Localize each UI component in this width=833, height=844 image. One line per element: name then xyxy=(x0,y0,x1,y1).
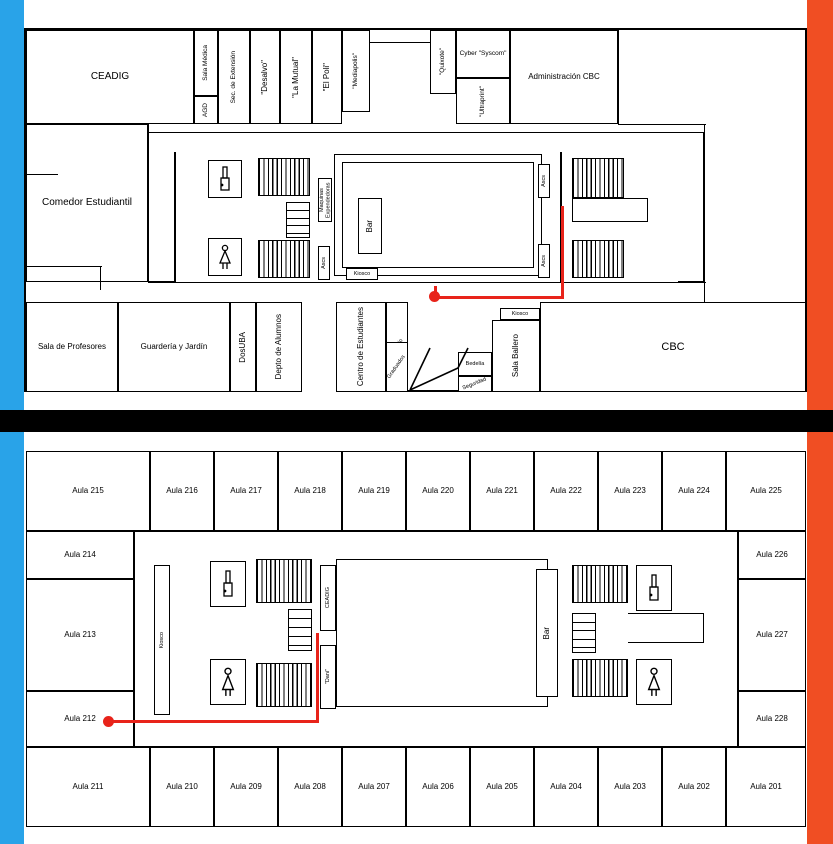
room-depto-alumnos[interactable]: Depto de Alumnos xyxy=(256,302,302,392)
route-marker-g xyxy=(429,291,440,302)
wall-seg-4 xyxy=(148,124,149,134)
room-la-mutual[interactable]: "La Mutual" xyxy=(280,30,312,124)
room-aula-220[interactable]: Aula 220 xyxy=(406,451,470,531)
room-aula-218[interactable]: Aula 218 xyxy=(278,451,342,531)
kiosco-bottom-g[interactable]: Kiosco xyxy=(500,308,540,320)
room-aula-215[interactable]: Aula 215 xyxy=(26,451,150,531)
room-aula-222[interactable]: Aula 222 xyxy=(534,451,598,531)
room-graduados[interactable]: Graduados xyxy=(386,342,408,392)
restroom-men-icon-g xyxy=(208,160,242,198)
room-guarderia-jardin[interactable]: Guardería y Jardín xyxy=(118,302,230,392)
bar-f2[interactable]: Bar xyxy=(536,569,558,697)
entrance-lines xyxy=(384,390,504,420)
room-aula-221[interactable]: Aula 221 xyxy=(470,451,534,531)
classroom-block-g2 xyxy=(258,240,310,278)
room-aula-210[interactable]: Aula 210 xyxy=(150,747,214,827)
classroom-block-f2-1 xyxy=(256,559,312,603)
classroom-block-f2-2 xyxy=(256,663,312,707)
room-aula-202[interactable]: Aula 202 xyxy=(662,747,726,827)
room-aula-209[interactable]: Aula 209 xyxy=(214,747,278,827)
restroom-women-icon-f2b xyxy=(636,659,672,705)
room-sala-medica[interactable]: Sala Médica xyxy=(194,30,218,96)
room-administracion-cbc[interactable]: Administración CBC xyxy=(510,30,618,124)
edge-accent-blue-bottom xyxy=(0,432,24,844)
hall-right-g xyxy=(572,198,648,222)
room-mediapolis[interactable]: "Mediapolis" xyxy=(342,30,370,112)
room-sala-profesores[interactable]: Sala de Profesores xyxy=(26,302,118,392)
wall-seg-8 xyxy=(148,282,706,283)
room-aula-211[interactable]: Aula 211 xyxy=(26,747,150,827)
room-centro-estudiantes[interactable]: Centro de Estudiantes xyxy=(336,302,386,392)
restroom-men-icon-f2b xyxy=(636,565,672,611)
room-aula-204[interactable]: Aula 204 xyxy=(534,747,598,827)
room-sala-ballero[interactable]: Sala Ballero xyxy=(492,320,540,392)
edge-accent-orange-bottom xyxy=(807,432,833,844)
room-cbc[interactable]: CBC xyxy=(540,302,806,392)
elevator-right2-g[interactable]: Ascs xyxy=(538,244,550,278)
classroom-block-g1 xyxy=(258,158,310,196)
room-aula-224[interactable]: Aula 224 xyxy=(662,451,726,531)
room-aula-226[interactable]: Aula 226 xyxy=(738,531,806,579)
room-aula-216[interactable]: Aula 216 xyxy=(150,451,214,531)
room-aula-205[interactable]: Aula 205 xyxy=(470,747,534,827)
edge-accent-blue-top xyxy=(0,0,24,410)
stairs-right-f2 xyxy=(572,613,596,653)
bar-ground[interactable]: Bar xyxy=(358,198,382,254)
room-agd[interactable]: AGD xyxy=(194,96,218,124)
stairs-left-f2 xyxy=(288,609,312,651)
room-bedelia[interactable]: Bedelía xyxy=(458,352,492,376)
inner-wall-left xyxy=(174,152,176,282)
room-aula-208[interactable]: Aula 208 xyxy=(278,747,342,827)
dani-f2[interactable]: "Dani" xyxy=(320,645,336,709)
wall-seg-6 xyxy=(618,124,706,125)
room-aula-206[interactable]: Aula 206 xyxy=(406,747,470,827)
route-seg-v2-g xyxy=(561,206,564,298)
elevator-right-g[interactable]: Ascs xyxy=(538,164,550,198)
room-aula-225[interactable]: Aula 225 xyxy=(726,451,806,531)
wall-seg-2 xyxy=(26,266,102,267)
classroom-block-g3 xyxy=(572,158,624,198)
room-ceadig[interactable]: CEADIG xyxy=(26,30,194,124)
room-ultraprint[interactable]: "Ultraprint" xyxy=(456,78,510,124)
stairs-left-g xyxy=(286,202,310,238)
room-aula-223[interactable]: Aula 223 xyxy=(598,451,662,531)
room-dosuba[interactable]: DosUBA xyxy=(230,302,256,392)
room-aula-227[interactable]: Aula 227 xyxy=(738,579,806,691)
corridor-bottom-g xyxy=(302,302,336,392)
room-aula-213[interactable]: Aula 213 xyxy=(26,579,134,691)
courtyard-f2 xyxy=(336,559,548,707)
room-aula-217[interactable]: Aula 217 xyxy=(214,451,278,531)
kiosco-f2[interactable]: Kiosco xyxy=(154,565,170,715)
elevator-left-g[interactable]: Ascs xyxy=(318,246,330,280)
room-desalvo[interactable]: "Desalvo" xyxy=(250,30,280,124)
route-seg-h-g xyxy=(434,296,564,299)
room-comedor-estudiantil[interactable]: Comedor Estudiantil xyxy=(26,124,148,282)
room-aula-212[interactable]: Aula 212 xyxy=(26,691,134,747)
room-aula-228[interactable]: Aula 228 xyxy=(738,691,806,747)
room-aula-207[interactable]: Aula 207 xyxy=(342,747,406,827)
room-cyber-syscom[interactable]: Cyber "Syscom" xyxy=(456,30,510,78)
hall-right-f2 xyxy=(628,613,704,643)
vending-machines-g[interactable]: Maquinas Expendedoras xyxy=(318,178,332,222)
floor-plan-first xyxy=(24,437,807,837)
restroom-men-icon-f2 xyxy=(210,561,246,607)
room-seguridad[interactable]: Seguridad xyxy=(458,376,492,392)
route-seg-h-f2 xyxy=(108,720,319,723)
wall-seg-7 xyxy=(704,124,705,308)
route-marker-f2 xyxy=(103,716,114,727)
floor-plan-ground xyxy=(24,12,807,404)
restroom-women-icon-f2 xyxy=(210,659,246,705)
kiosco-ground[interactable]: Kiosco xyxy=(346,268,378,280)
edge-accent-orange-top xyxy=(807,0,833,410)
room-el-poli[interactable]: "El Poli" xyxy=(312,30,342,124)
wall-seg-5 xyxy=(618,30,619,124)
classroom-block-f2-3 xyxy=(572,565,628,603)
wall-seg-1 xyxy=(26,174,58,175)
room-aula-219[interactable]: Aula 219 xyxy=(342,451,406,531)
room-aula-214[interactable]: Aula 214 xyxy=(26,531,134,579)
route-seg-v-f2 xyxy=(316,633,319,723)
classroom-block-g4 xyxy=(572,240,624,278)
restroom-women-icon-g xyxy=(208,238,242,276)
ceadig-f2[interactable]: CEADIG xyxy=(320,565,336,631)
room-aula-201[interactable]: Aula 201 xyxy=(726,747,806,827)
room-aula-203[interactable]: Aula 203 xyxy=(598,747,662,827)
room-sec-extension[interactable]: Sec. de Extensión xyxy=(218,30,250,124)
classroom-block-f2-4 xyxy=(572,659,628,697)
room-quixote[interactable]: "Quixote" xyxy=(430,30,456,94)
wall-seg-3 xyxy=(100,266,101,290)
